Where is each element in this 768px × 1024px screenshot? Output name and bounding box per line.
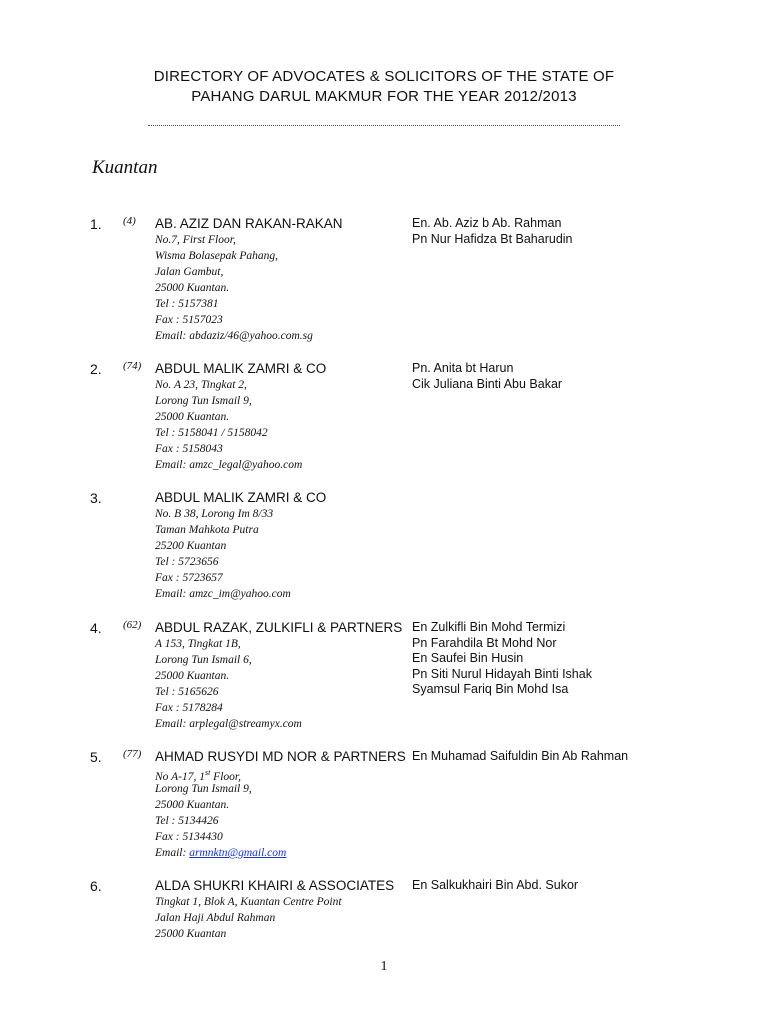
address-line: A 153, Tingkat 1B, [155,638,241,650]
entry-number: 5. [90,749,102,765]
email-line: Email: arplegal@streamyx.com [155,718,302,730]
partner-name: En Saufei Bin Husin [412,651,524,665]
firm-name: ALDA SHUKRI KHAIRI & ASSOCIATES [155,878,395,893]
email-line: Email: amzc_im@yahoo.com [155,588,291,600]
address-line: No A-17, 1st Floor, [155,768,241,783]
partner-list [412,620,592,698]
partner-name: En Muhamad Saifuldin Bin Ab Rahman [412,749,629,763]
entry-reference: (62) [123,619,142,631]
address-line: Tingkat 1, Blok A, Kuantan Centre Point [155,896,342,908]
address-line: 25000 Kuantan. [155,670,230,682]
address-line: Lorong Tun Ismail 6, [155,654,252,666]
fax: Fax : 5134430 [155,831,223,843]
firm-address [155,232,313,344]
address-line: 25200 Kuantan [155,540,227,552]
firm-address [155,506,291,602]
title-line-2: PAHANG DARUL MAKMUR FOR THE YEAR 2012/2013 [191,88,577,105]
partner-name: En Zulkifli Bin Mohd Termizi [412,620,566,634]
partner-name: En Salkukhairi Bin Abd. Sukor [412,878,579,892]
firm-name: ABDUL RAZAK, ZULKIFLI & PARTNERS [155,620,403,635]
firm-name: ABDUL MALIK ZAMRI & CO [155,361,327,376]
partner-list [412,361,562,392]
entry-number: 4. [90,620,102,636]
telephone: Tel : 5723656 [155,556,219,568]
fax: Fax : 5158043 [155,443,223,455]
email-address: abdaziz/46@yahoo.com.sg [189,330,313,342]
telephone: Tel : 5158041 / 5158042 [155,427,268,439]
telephone: Tel : 5134426 [155,815,219,827]
entry-number: 2. [90,361,102,377]
firm-name: AHMAD RUSYDI MD NOR & PARTNERS [155,749,406,764]
partner-list [412,878,578,894]
email-address: amzc_legal@yahoo.com [189,459,303,471]
firm-address [155,894,342,942]
dotted-divider [148,125,620,126]
address-line: 25000 Kuantan [155,928,227,940]
partner-list [412,216,573,247]
entry-reference: (77) [123,748,142,760]
email-line: Email: abdaziz/46@yahoo.com.sg [155,330,313,342]
address-line: Taman Mahkota Putra [155,524,259,536]
entry-number: 1. [90,216,102,232]
address-line: Lorong Tun Ismail 9, [155,783,252,795]
firm-address [155,636,302,732]
email-line: Email: armnktn@gmail.com [155,847,287,859]
address-line: 25000 Kuantan. [155,799,230,811]
partner-name: Syamsul Fariq Bin Mohd Isa [412,682,569,696]
entry-reference: (4) [123,215,136,227]
email-address: amzc_im@yahoo.com [189,588,291,600]
entry-number: 6. [90,878,102,894]
email-address: arplegal@streamyx.com [189,718,302,730]
address-line: 25000 Kuantan. [155,282,230,294]
address-line: 25000 Kuantan. [155,411,230,423]
address-line: No. B 38, Lorong Im 8/33 [155,508,274,520]
entry-reference: (74) [123,360,142,372]
address-line: No.7, First Floor, [155,234,236,246]
document-title [0,67,768,107]
partner-name: En. Ab. Aziz b Ab. Rahman [412,216,562,230]
address-line: No. A 23, Tingkat 2, [155,379,247,391]
page-number: 1 [380,959,388,974]
telephone: Tel : 5165626 [155,686,219,698]
partner-name: Pn Siti Nurul Hidayah Binti Ishak [412,666,592,681]
firm-address [155,377,302,473]
partner-list [412,749,628,765]
address-line: Jalan Haji Abdul Rahman [155,912,276,924]
telephone: Tel : 5157381 [155,298,219,310]
fax: Fax : 5157023 [155,314,223,326]
partner-name: Pn Nur Hafidza Bt Baharudin [412,231,573,246]
partner-name: Pn Farahdila Bt Mohd Nor [412,635,557,650]
firm-name: ABDUL MALIK ZAMRI & CO [155,490,327,505]
firm-name: AB. AZIZ DAN RAKAN-RAKAN [155,216,343,231]
email-line: Email: amzc_legal@yahoo.com [155,459,303,471]
firm-address [155,765,286,861]
partner-name: Pn. Anita bt Harun [412,361,514,375]
entry-number: 3. [90,490,102,506]
fax: Fax : 5723657 [155,572,223,584]
address-line: Jalan Gambut, [155,266,224,278]
address-line: Wisma Bolasepak Pahang, [155,250,278,262]
fax: Fax : 5178284 [155,702,223,714]
email-link[interactable]: armnktn@gmail.com [189,847,287,859]
partner-name: Cik Juliana Binti Abu Bakar [412,376,563,391]
address-line: Lorong Tun Ismail 9, [155,395,252,407]
section-heading: Kuantan [92,157,158,178]
title-line-1: DIRECTORY OF ADVOCATES & SOLICITORS OF THE STATE OF [153,68,615,85]
